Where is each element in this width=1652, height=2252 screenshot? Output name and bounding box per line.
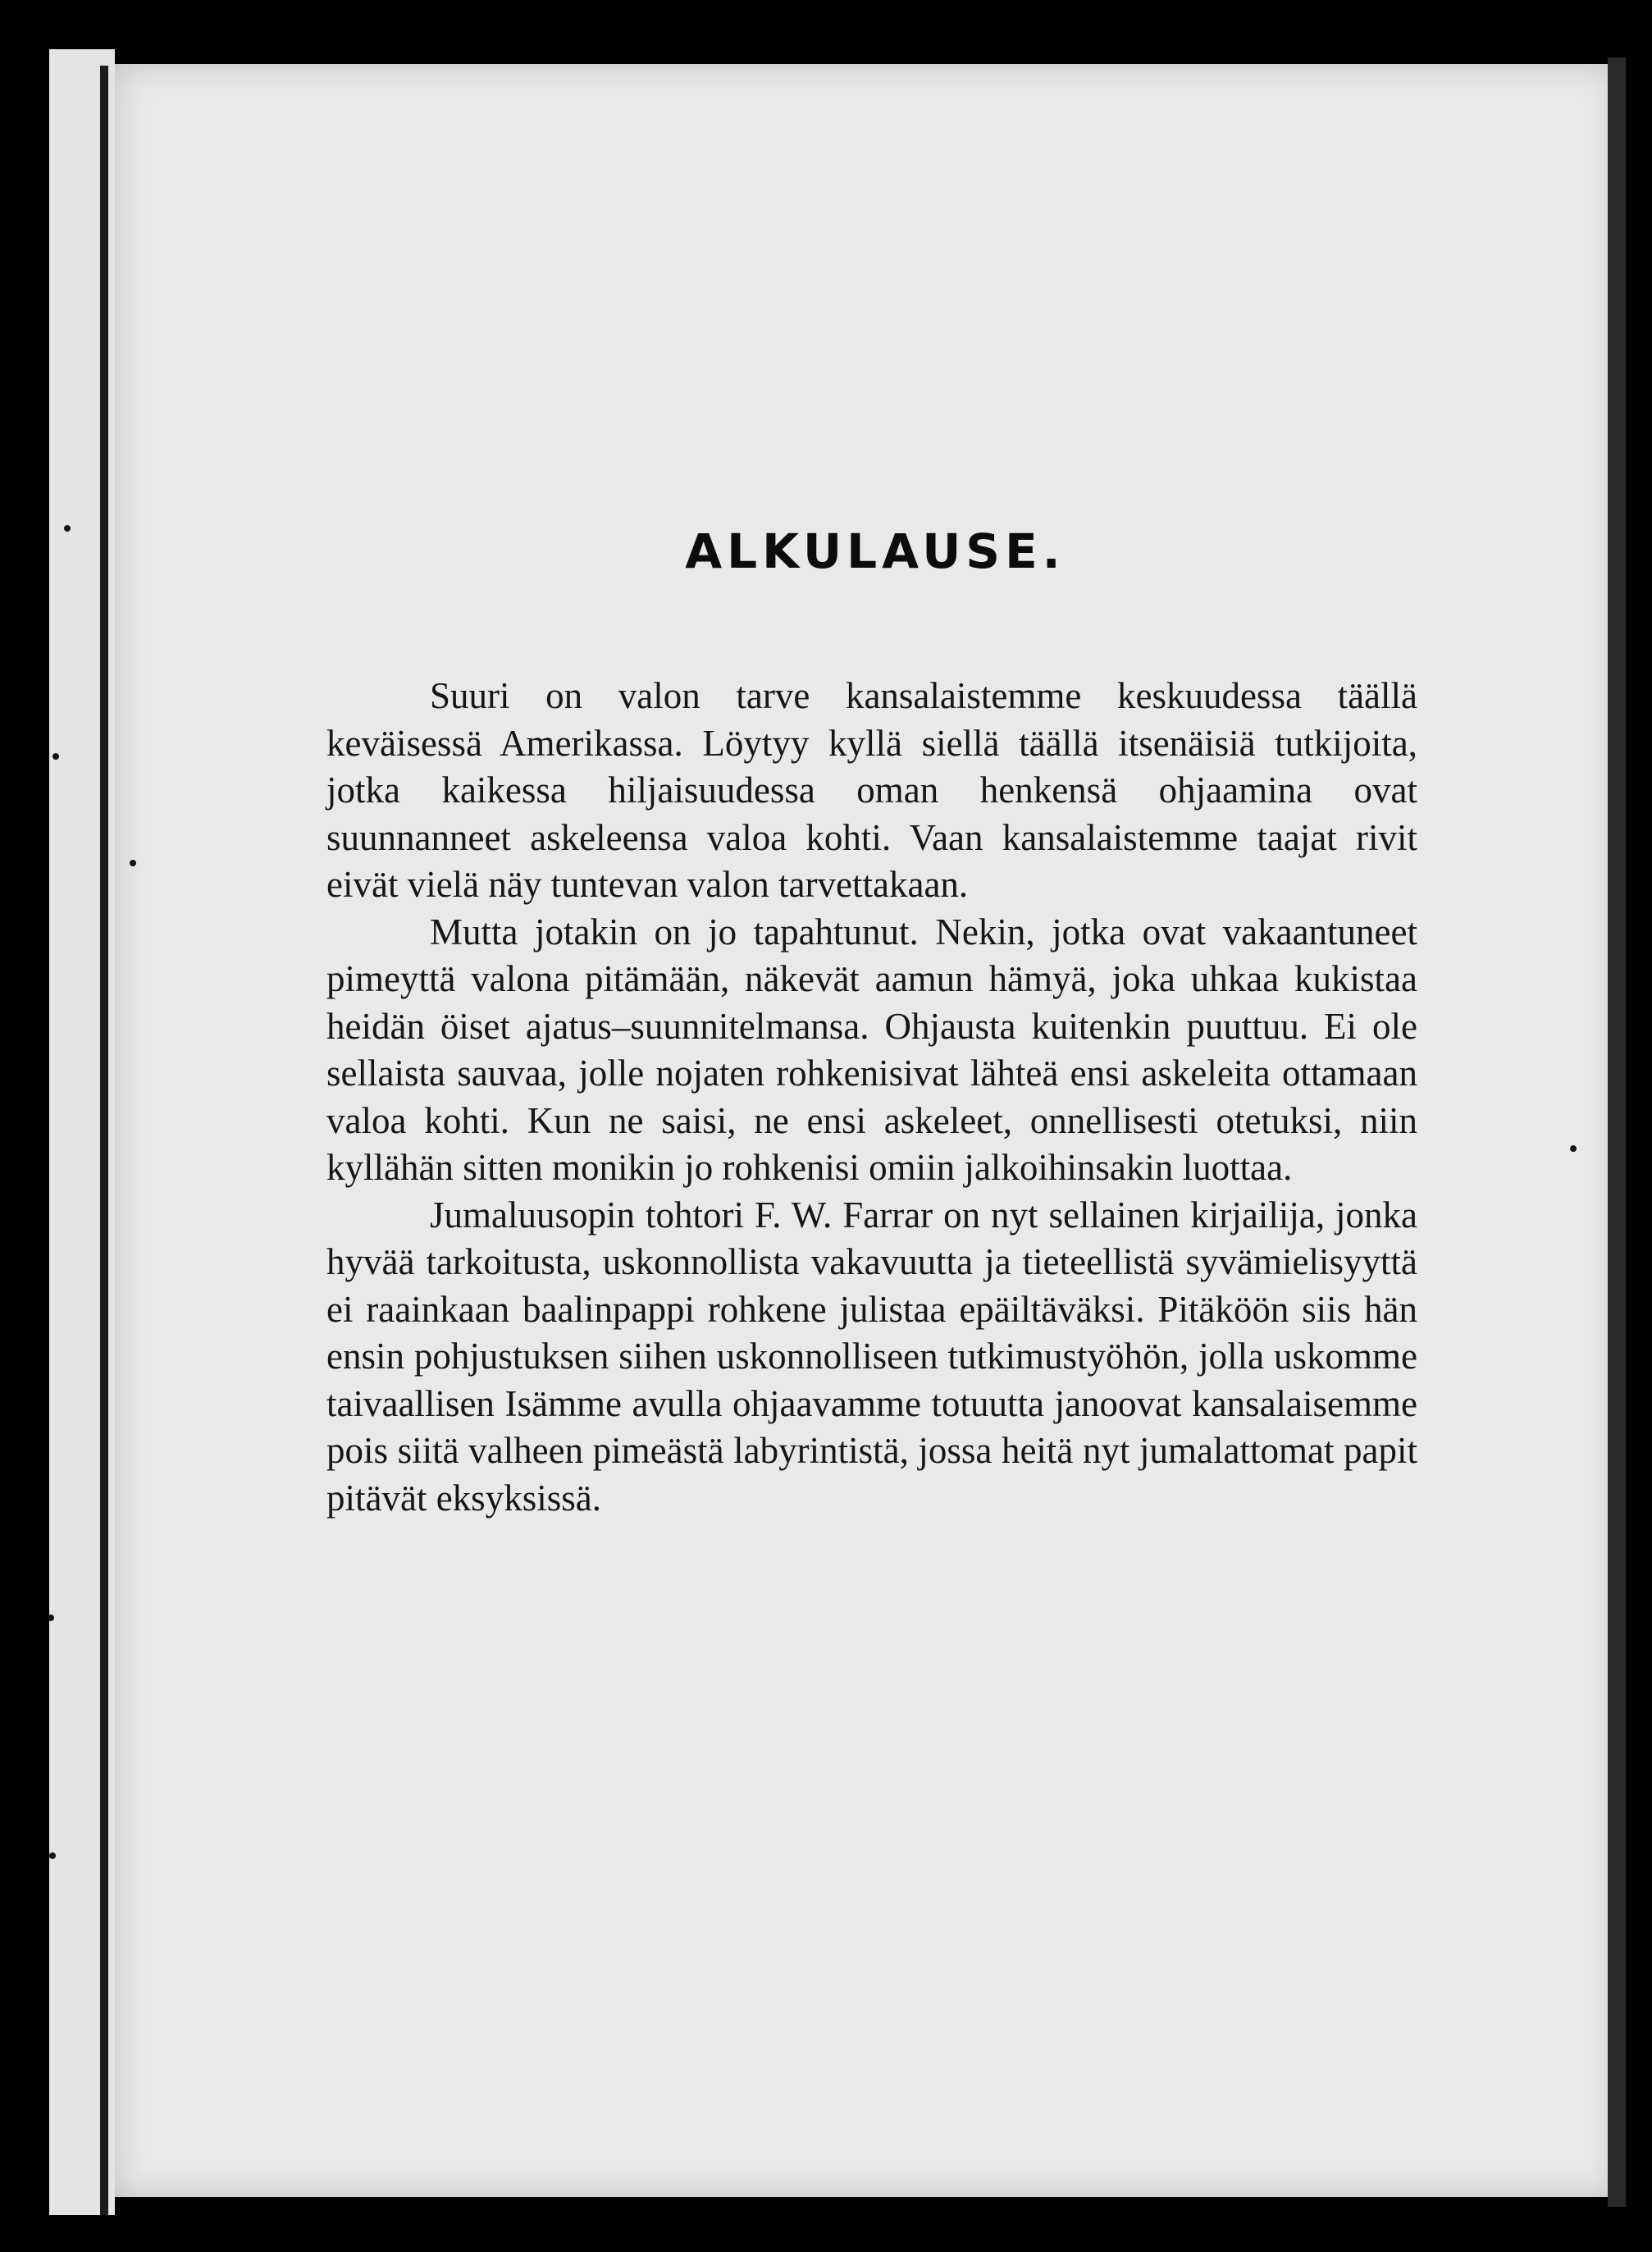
- binding-gutter: [100, 66, 108, 2215]
- paragraph: Jumaluusopin tohtori F. W. Farrar on nyt sellainen kirjailija, jonka hyvää tarkoitusta, uskonnollista vakavuutta ja tieteellistä syvämielisyyttä ei raainkaan baalinpappi rohkene julistaa epäiltäväksi. Pitäköön siis hän ensin pohjustuksen siihen uskonnolliseen tutkimustyöhön, jolla uskomme taivaallisen Isämme avulla ohjaavamme totuutta janoovat kansalaisemme pois siitä valheen pimeästä labyrintistä, jossa heitä nyt jumalattomat papit pitävät eksyksissä.: [326, 1194, 1417, 1519]
- right-page-edge: [1608, 57, 1626, 2207]
- page-title: ALKULAUSE.: [685, 523, 1066, 579]
- ink-speck: [49, 1852, 56, 1859]
- ink-speck: [48, 1615, 54, 1621]
- body-text: [326, 673, 1417, 1522]
- paragraph: Suuri on valon tarve kansalaistemme keskuudessa täällä keväisessä Amerikassa. Löytyy kyllä siellä täällä itsenäisiä tutkijoita, jotka kaikessa hiljaisuudessa oman henkensä ohjaamina ovat suunnanneet askeleensa valoa kohti. Vaan kansalaistemme taajat rivit eivät vielä näy tuntevan valon tarvettakaan.: [326, 675, 1417, 905]
- ink-speck: [1570, 1145, 1577, 1152]
- ink-speck: [130, 860, 136, 866]
- paragraph: Mutta jotakin on jo tapahtunut. Nekin, jotka ovat vakaantuneet pimeyttä valona pitämään, näkevät aamun hämyä, joka uhkaa kukistaa heidän öiset ajatus–suunnitelmansa. Ohjausta kuitenkin puuttuu. Ei ole sellaista sauvaa, jolle nojaten rohkenisivat lähteä ensi askeleita ottamaan valoa kohti. Kun ne saisi, ne ensi askeleet, onnellisesti otetuksi, niin kyllähän sitten monikin jo rohkenisi omiin jalkoihinsakin luottaa.: [326, 911, 1417, 1188]
- ink-speck: [52, 753, 59, 760]
